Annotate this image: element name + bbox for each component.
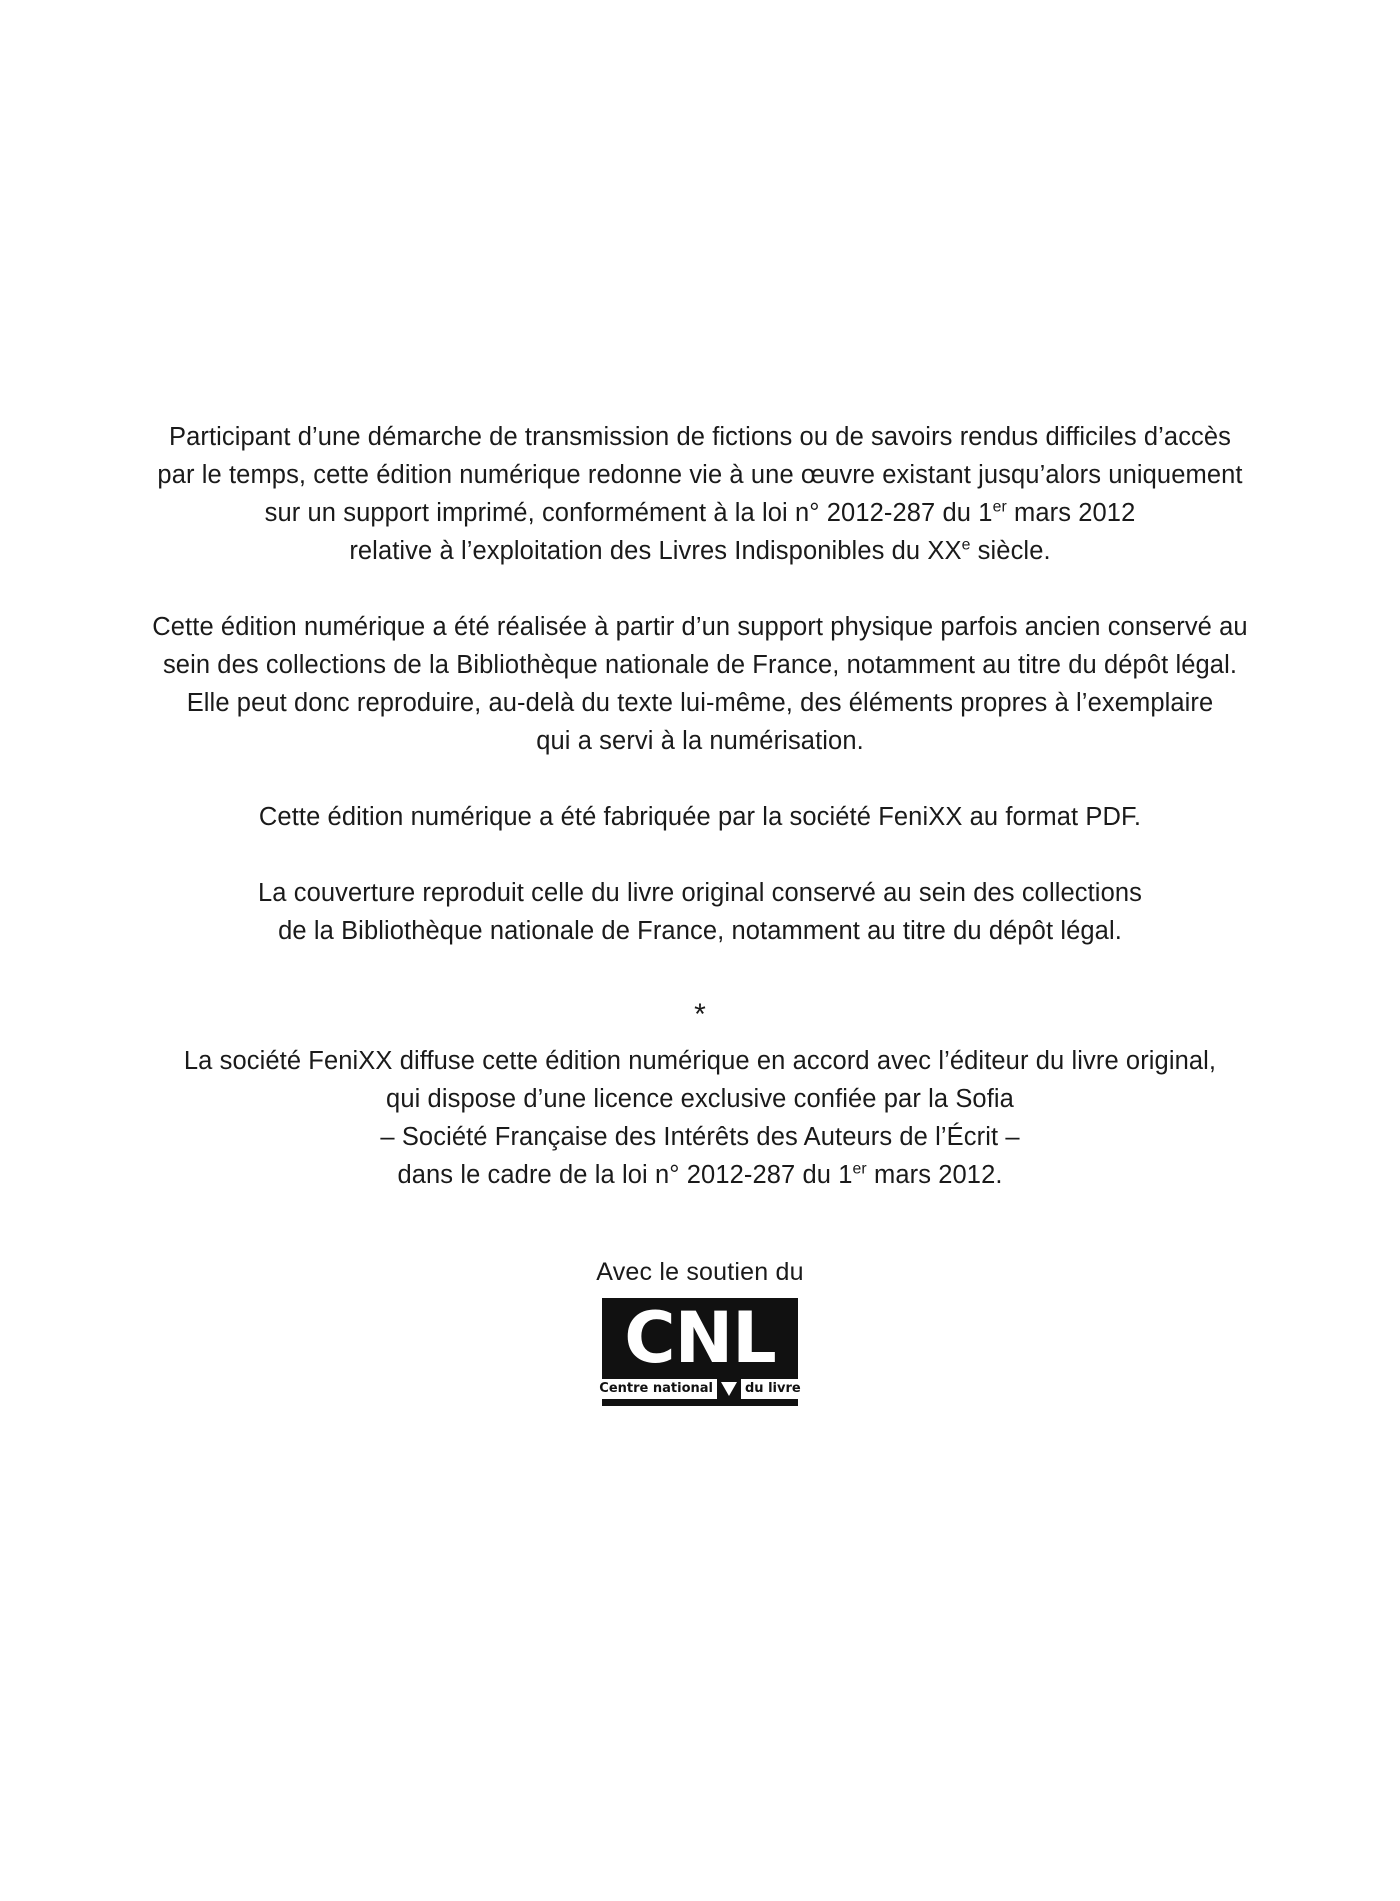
paragraph-line: La couverture reproduit celle du livre original conservé au sein des collections xyxy=(258,879,1142,907)
paragraph-line: dans le cadre de la loi n° 2012-287 du 1er mars 2012. xyxy=(397,1160,1003,1189)
paragraph-line: de la Bibliothèque nationale de France, notamment au titre du dépôt légal. xyxy=(278,917,1122,945)
paragraph-line: Cette édition numérique a été réalisée à partir d’un support physique parfois ancien conservé au xyxy=(152,613,1248,641)
paragraph-line: sein des collections de la Bibliothèque nationale de France, notamment au titre du dépôt légal. xyxy=(162,651,1238,679)
paragraph-line: Cette édition numérique a été fabriquée par la société FeniXX au format PDF. xyxy=(258,803,1142,831)
paragraph-line: qui a servi à la numérisation. xyxy=(536,727,864,755)
paragraph-diffusion xyxy=(120,1042,1280,1194)
support-block xyxy=(0,1256,1400,1406)
paragraph-couverture xyxy=(120,874,1280,950)
cnl-subtitle-right: du livre xyxy=(741,1379,805,1399)
support-label: Avec le soutien du xyxy=(596,1258,804,1286)
paragraph-line: La société FeniXX diffuse cette édition numérique en accord avec l’éditeur du livre original, xyxy=(183,1047,1217,1075)
cnl-logo-letters: CNL xyxy=(624,1297,776,1379)
paragraph-line: sur un support imprimé, conformément à la loi n° 2012-287 du 1er mars 2012 xyxy=(264,498,1136,527)
paragraph-source-physique xyxy=(120,608,1280,760)
paragraph-line: qui dispose d’une licence exclusive confiée par la Sofia xyxy=(386,1085,1014,1113)
paragraph-line: relative à l’exploitation des Livres Indisponibles du XXe siècle. xyxy=(349,536,1051,565)
cnl-subtitle-left: Centre national xyxy=(595,1379,717,1399)
cnl-tick-icon xyxy=(721,1382,737,1396)
paragraph-fabrication xyxy=(120,798,1280,836)
colophon-content xyxy=(0,418,1400,1406)
paragraph-transmission xyxy=(120,418,1280,570)
section-separator: * xyxy=(694,998,706,1031)
cnl-logo-subtitle xyxy=(599,1378,801,1400)
paragraph-line: – Société Française des Intérêts des Auteurs de l’Écrit – xyxy=(380,1123,1020,1151)
paragraph-line: Elle peut donc reproduire, au-delà du texte lui-même, des éléments propres à l’exemplaire xyxy=(186,689,1214,717)
paragraph-line: par le temps, cette édition numérique redonne vie à une œuvre existant jusqu’alors uniquement xyxy=(157,461,1243,489)
paragraph-line: Participant d’une démarche de transmission de fictions ou de savoirs rendus difficiles d’accès xyxy=(168,423,1232,451)
cnl-logo xyxy=(599,1297,801,1406)
